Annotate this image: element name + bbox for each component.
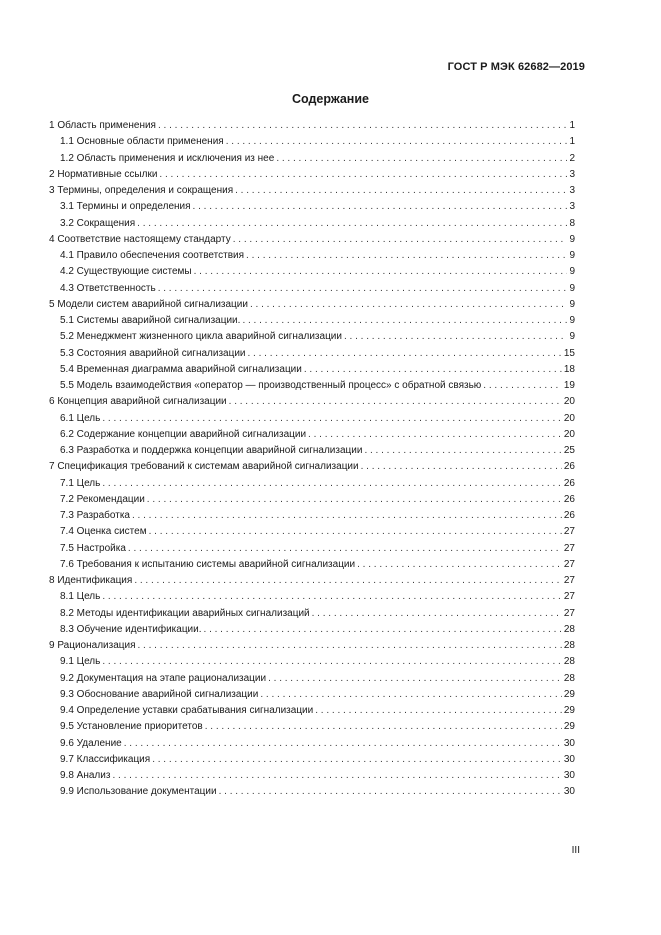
toc-entry-label: 3.1 Термины и определения xyxy=(60,201,191,213)
toc-dot-leader xyxy=(102,589,562,605)
toc-subsection-entry[interactable] xyxy=(49,134,575,150)
toc-entry-page: 20 xyxy=(563,412,575,424)
toc-dot-leader xyxy=(483,378,562,394)
toc-entry-page: 9 xyxy=(569,233,575,245)
toc-dot-leader xyxy=(158,118,567,134)
toc-entry-label: 9.1 Цель xyxy=(60,656,101,668)
toc-entry-page: 8 xyxy=(569,217,575,229)
toc-dot-leader xyxy=(102,476,562,492)
toc-dot-leader xyxy=(132,508,562,524)
page-number: III xyxy=(571,845,580,856)
toc-subsection-entry[interactable] xyxy=(49,703,575,719)
toc-entry-page: 9 xyxy=(569,282,575,294)
toc-subsection-entry[interactable] xyxy=(49,362,575,378)
toc-dot-leader xyxy=(124,736,562,752)
toc-section-entry[interactable] xyxy=(49,394,575,410)
toc-entry-label: 8.2 Методы идентификации аварийных сигнализаций xyxy=(60,607,310,619)
toc-dot-leader xyxy=(364,443,561,459)
toc-entry-label: 5 Модели систем аварийной сигнализации xyxy=(49,298,248,310)
toc-entry-page: 27 xyxy=(563,607,575,619)
toc-entry-label: 4 Соответствие настоящему стандарту xyxy=(49,233,231,245)
toc-entry-label: 8.3 Обучение идентификации. xyxy=(60,623,202,635)
toc-entry-label: 7.3 Разработка xyxy=(60,510,130,521)
toc-dot-leader xyxy=(138,638,562,654)
toc-dot-leader xyxy=(229,394,562,410)
toc-dot-leader xyxy=(268,671,562,687)
toc-entry-page: 3 xyxy=(569,201,575,213)
toc-subsection-entry[interactable] xyxy=(49,654,575,670)
document-code: ГОСТ Р МЭК 62682—2019 xyxy=(447,61,585,73)
toc-entry-page: 9 xyxy=(569,315,575,326)
toc-section-entry[interactable] xyxy=(49,232,575,248)
toc-dot-leader xyxy=(134,573,562,589)
toc-dot-leader xyxy=(233,232,568,248)
toc-dot-leader xyxy=(112,768,561,784)
toc-entry-page: 3 xyxy=(569,168,575,180)
toc-entry-page: 27 xyxy=(563,558,575,570)
toc-entry-label: 6.2 Содержание концепции аварийной сигнализации xyxy=(60,428,307,440)
toc-subsection-entry[interactable] xyxy=(49,671,575,687)
toc-entry-label: 5.4 Временная диаграмма аварийной сигнализации xyxy=(60,363,302,375)
toc-subsection-entry[interactable] xyxy=(49,736,575,752)
toc-subsection-entry[interactable] xyxy=(49,151,575,167)
toc-entry-label: 9.3 Обоснование аварийной сигнализации xyxy=(60,688,259,700)
toc-subsection-entry[interactable] xyxy=(49,752,575,768)
toc-entry-page: 29 xyxy=(563,705,575,716)
toc-entry-label: 6 Концепция аварийной сигнализации xyxy=(49,396,227,408)
toc-entry-page: 20 xyxy=(563,396,575,408)
toc-dot-leader xyxy=(102,654,562,670)
toc-dot-leader xyxy=(158,281,568,297)
toc-entry-label: 7.1 Цель xyxy=(60,477,101,489)
toc-dot-leader xyxy=(205,719,562,735)
toc-entry-label: 7.5 Настройка xyxy=(60,542,126,554)
toc-subsection-entry[interactable] xyxy=(49,687,575,703)
toc-section-entry[interactable] xyxy=(49,118,575,134)
toc-entry-page: 27 xyxy=(563,591,575,603)
toc-dot-leader xyxy=(315,703,562,719)
toc-entry-label: 9.6 Удаление xyxy=(60,737,122,749)
toc-entry-label: 9.9 Использование документации xyxy=(60,786,217,798)
toc-entry-page: 25 xyxy=(563,445,575,456)
toc-entry-page: 1 xyxy=(569,120,575,131)
toc-entry-label: 5.1 Системы аварийной сигнализации. xyxy=(60,315,241,326)
toc-entry-page: 29 xyxy=(563,688,575,700)
toc-dot-leader xyxy=(276,151,567,167)
toc-dot-leader xyxy=(235,183,567,199)
toc-dot-leader xyxy=(219,784,562,800)
toc-dot-leader xyxy=(159,167,567,183)
toc-entry-page: 30 xyxy=(563,786,575,798)
toc-entry-label: 9.4 Определение уставки срабатывания сигнализации xyxy=(60,705,314,716)
toc-subsection-entry[interactable] xyxy=(49,622,575,638)
toc-dot-leader xyxy=(194,264,568,280)
toc-entry-page: 9 xyxy=(569,298,575,310)
toc-subsection-entry[interactable] xyxy=(49,476,575,492)
toc-entry-page: 26 xyxy=(563,493,575,505)
toc-section-entry[interactable] xyxy=(49,573,575,589)
toc-entry-label: 2 Нормативные ссылки xyxy=(49,168,158,180)
toc-dot-leader xyxy=(250,297,567,313)
toc-dot-leader xyxy=(308,427,562,443)
toc-dot-leader xyxy=(226,134,568,150)
toc-entry-label: 9 Рационализация xyxy=(49,640,136,651)
toc-entry-label: 5.2 Менеджмент жизненного цикла аварийной сигнализации xyxy=(60,331,342,343)
toc-subsection-entry[interactable] xyxy=(49,719,575,735)
toc-entry-label: 7.6 Требования к испытанию системы аварийной сигнализации xyxy=(60,558,356,570)
toc-dot-leader xyxy=(344,329,567,345)
toc-subsection-entry[interactable] xyxy=(49,411,575,427)
toc-entry-page: 30 xyxy=(563,737,575,749)
toc-entry-label: 7.2 Рекомендации xyxy=(60,493,145,505)
toc-section-entry[interactable] xyxy=(49,459,575,475)
toc-entry-label: 7.4 Оценка систем xyxy=(60,526,147,538)
toc-entry-page: 9 xyxy=(569,331,575,343)
toc-entry-page: 26 xyxy=(563,461,575,473)
toc-entry-page: 27 xyxy=(563,542,575,554)
toc-subsection-entry[interactable] xyxy=(49,264,575,280)
toc-entry-page: 28 xyxy=(563,656,575,668)
toc-section-entry[interactable] xyxy=(49,638,575,654)
toc-entry-label: 9.2 Документация на этапе рационализации xyxy=(60,672,267,684)
toc-title: Содержание xyxy=(291,92,369,106)
toc-subsection-entry[interactable] xyxy=(49,541,575,557)
toc-subsection-entry[interactable] xyxy=(49,443,575,459)
toc-entry-label: 4.3 Ответственность xyxy=(60,282,156,294)
toc-subsection-entry[interactable] xyxy=(49,199,575,215)
toc-subsection-entry[interactable] xyxy=(49,313,575,329)
toc-dot-leader xyxy=(204,622,562,638)
toc-subsection-entry[interactable] xyxy=(49,508,575,524)
toc-entry-label: 4.1 Правило обеспечения соответствия xyxy=(60,250,245,261)
toc-dot-leader xyxy=(152,752,562,768)
toc-entry-label: 5.5 Модель взаимодействия «оператор — производственный процесс» с обратной связью xyxy=(60,380,482,391)
toc-dot-leader xyxy=(260,687,562,703)
toc-dot-leader xyxy=(357,557,562,573)
toc-dot-leader xyxy=(147,492,562,508)
toc-dot-leader xyxy=(312,606,562,622)
toc-dot-leader xyxy=(361,459,562,475)
toc-subsection-entry[interactable] xyxy=(49,329,575,345)
toc-subsection-entry[interactable] xyxy=(49,216,575,232)
toc-section-entry[interactable] xyxy=(49,167,575,183)
toc-entry-label: 8.1 Цель xyxy=(60,591,101,603)
toc-subsection-entry[interactable] xyxy=(49,524,575,540)
toc-dot-leader xyxy=(242,313,567,329)
toc-entry-label: 5.3 Состояния аварийной сигнализации xyxy=(60,347,246,359)
toc-subsection-entry[interactable] xyxy=(49,589,575,605)
toc-entry-label: 4.2 Существующие системы xyxy=(60,266,192,278)
toc-entry-page: 30 xyxy=(563,753,575,765)
toc-subsection-entry[interactable] xyxy=(49,248,575,264)
toc-dot-leader xyxy=(102,411,562,427)
toc-dot-leader xyxy=(193,199,568,215)
toc-dot-leader xyxy=(137,216,567,232)
toc-entry-page: 30 xyxy=(563,770,575,781)
toc-subsection-entry[interactable] xyxy=(49,606,575,622)
toc-entry-page: 27 xyxy=(563,526,575,538)
toc-entry-label: 3 Термины, определения и сокращения xyxy=(49,185,234,196)
toc-entry-page: 1 xyxy=(569,136,575,148)
toc-subsection-entry[interactable] xyxy=(49,346,575,362)
toc-subsection-entry[interactable] xyxy=(49,557,575,573)
toc-entry-label: 1.1 Основные области применения xyxy=(60,136,224,148)
toc-dot-leader xyxy=(149,524,562,540)
toc-entry-page: 9 xyxy=(569,266,575,278)
toc-entry-label: 3.2 Сокращения xyxy=(60,217,136,229)
toc-entry-page: 2 xyxy=(569,152,575,164)
toc-subsection-entry[interactable] xyxy=(49,378,575,394)
toc-entry-page: 27 xyxy=(563,575,575,586)
toc-entry-page: 26 xyxy=(563,510,575,521)
toc-entry-page: 18 xyxy=(563,363,575,375)
toc-entry-label: 9.5 Установление приоритетов xyxy=(60,721,203,733)
toc-entry-label: 1 Область применения xyxy=(49,120,156,131)
toc-dot-leader xyxy=(128,541,562,557)
toc-subsection-entry[interactable] xyxy=(49,427,575,443)
toc-entry-label: 1.2 Область применения и исключения из нее xyxy=(60,152,275,164)
toc-dot-leader xyxy=(304,362,562,378)
toc-subsection-entry[interactable] xyxy=(49,768,575,784)
toc-entry-label: 9.8 Анализ xyxy=(60,770,111,781)
toc-entry-page: 20 xyxy=(563,428,575,440)
toc-entry-page: 19 xyxy=(563,380,575,391)
toc-dot-leader xyxy=(248,346,562,362)
toc-entry-label: 8 Идентификация xyxy=(49,575,133,586)
toc-entry-page: 26 xyxy=(563,477,575,489)
toc-entry-page: 28 xyxy=(563,623,575,635)
toc-entry-page: 9 xyxy=(569,250,575,261)
toc-entry-page: 29 xyxy=(563,721,575,733)
toc-entry-label: 9.7 Классификация xyxy=(60,753,151,765)
toc-entry-label: 6.3 Разработка и поддержка концепции аварийной сигнализации xyxy=(60,445,363,456)
toc-entry-page: 15 xyxy=(563,347,575,359)
toc-entry-page: 28 xyxy=(563,672,575,684)
table-of-contents xyxy=(49,118,575,801)
toc-dot-leader xyxy=(246,248,567,264)
toc-entry-label: 6.1 Цель xyxy=(60,412,101,424)
toc-subsection-entry[interactable] xyxy=(49,281,575,297)
toc-section-entry[interactable] xyxy=(49,183,575,199)
toc-subsection-entry[interactable] xyxy=(49,784,575,800)
toc-subsection-entry[interactable] xyxy=(49,492,575,508)
toc-entry-page: 28 xyxy=(563,640,575,651)
toc-entry-label: 7 Спецификация требований к системам аварийной сигнализации xyxy=(49,461,359,473)
toc-section-entry[interactable] xyxy=(49,297,575,313)
toc-entry-page: 3 xyxy=(569,185,575,196)
